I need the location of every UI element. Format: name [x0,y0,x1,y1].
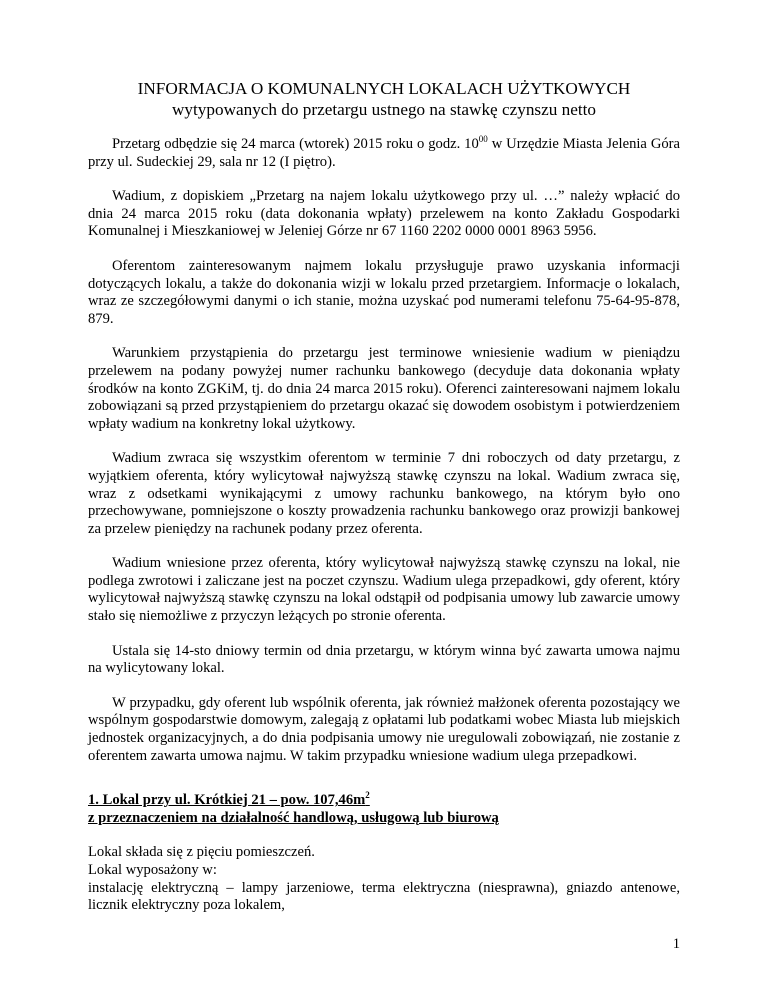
intro-text-start: Przetarg odbędzie się 24 marca (wtorek) 2015 roku o godz. 10 [112,136,479,152]
paragraph-wadium-return: Wadium zwraca się wszystkim oferentom w terminie 7 dni roboczych od daty przetargu, z wyjątkiem oferenta, który wylicytował najwyższą stawkę czynszu na lokal. Wadium zwraca się, wraz z odsetkami wynikającymi z umowy rachunku bankowego, na którym było ono przechowywane, pomniejszone o koszty prowadzenia rachunku bankowego oraz prowizji bankowej za przelew pieniędzy na rachunek podany przez oferenta. [88,450,680,537]
intro-paragraph [88,136,680,171]
section-line: Lokal składa się z pięciu pomieszczeń. [88,844,315,861]
paragraph-wadium-payment: Wadium, z dopiskiem „Przetarg na najem lokalu użytkowego przy ul. …” należy wpłacić do dnia 24 marca 2015 roku (data dokonania wpłaty) przelewem na konto Zakładu Gospodarki Komunalnej i Mieszkaniowej w Jeleniej Górze nr 67 1160 2202 0000 0001 8963 5956. [88,188,680,240]
paragraph-arrears: W przypadku, gdy oferent lub wspólnik oferenta, jak również małżonek oferenta pozostający we wspólnym gospodarstwie domowym, zalegają z opłatami lub podatkami wobec Miasta lub miejskich jednostek organizacyjnych, a do dnia podpisania umowy nie uregulowali zobowiązań, nie zostanie z oferentem zawarta umowa najmu. W takim przypadku wniesione wadium ulega przepadkowi. [88,694,680,764]
document-subtitle: wytypowanych do przetargu ustnego na stawkę czynszu netto [172,100,596,119]
section-line: Lokal wyposażony w: [88,862,217,878]
document-title: INFORMACJA O KOMUNALNYCH LOKALACH UŻYTKOWYCH [137,79,631,98]
paragraph-wadium-forfeit: Wadium wniesione przez oferenta, który wylicytował najwyższą stawkę czynszu na lokal, nie podlega zwrotowi i zaliczane jest na poczet czynszu. Wadium ulega przepadkowi, gdy oferent, który wylicytował najwyższą stawkę czynszu na lokal odstąpił od podpisania umowy lub zawarcie umowy stało się niemożliwe z przyczyn leżących po stronie oferenta. [88,555,680,625]
section-subheading: z przeznaczeniem na działalność handlową, usługową lub biurową [88,809,499,826]
paragraph-information: Oferentom zainteresowanym najmem lokalu przysługuje prawo uzyskania informacji dotyczących lokalu, a także do dokonania wizji w lokalu przed przetargiem. Informacje o lokalach, wraz ze szczegółowymi danymi o ich stanie, można uzyskać pod numerami telefonu 75-64-95-878, 879. [88,257,680,327]
paragraph-participation-conditions: Warunkiem przystąpienia do przetargu jest terminowe wniesienie wadium w pieniądzu przelewem na podany powyżej numer rachunku bankowego (decyduje data dokonania wpłaty środków na konto ZGKiM, tj. do dnia 24 marca 2015 roku). Oferenci zainteresowani najmem lokalu zobowiązani są przed przystąpieniem do przetargu okazać się dowodem osobistym i potwierdzeniem wpłaty wadium na konkretny lokal użytkowy. [88,345,680,432]
section-heading-superscript: 2 [365,790,370,801]
paragraph-contract-deadline: Ustala się 14-sto dniowy termin od dnia przetargu, w którym winna być zawarta umowa najmu na wylicytowany lokal. [88,642,680,677]
section-heading [88,792,680,810]
section-line: instalację elektryczną – lampy jarzeniowe, terma elektryczna (niesprawna), gniazdo antenowe, licznik elektryczny poza lokalem, [88,879,680,914]
intro-text-end: w Urzędzie Miasta Jelenia Góra przy ul. Sudeckiej 29, sala nr 12 (I piętro). [88,136,680,170]
page-number: 1 [672,936,680,952]
section-heading-text: 1. Lokal przy ul. Krótkiej 21 – pow. 107,46m [88,792,366,809]
document-page [88,78,680,915]
intro-hour-superscript: 00 [478,134,488,144]
